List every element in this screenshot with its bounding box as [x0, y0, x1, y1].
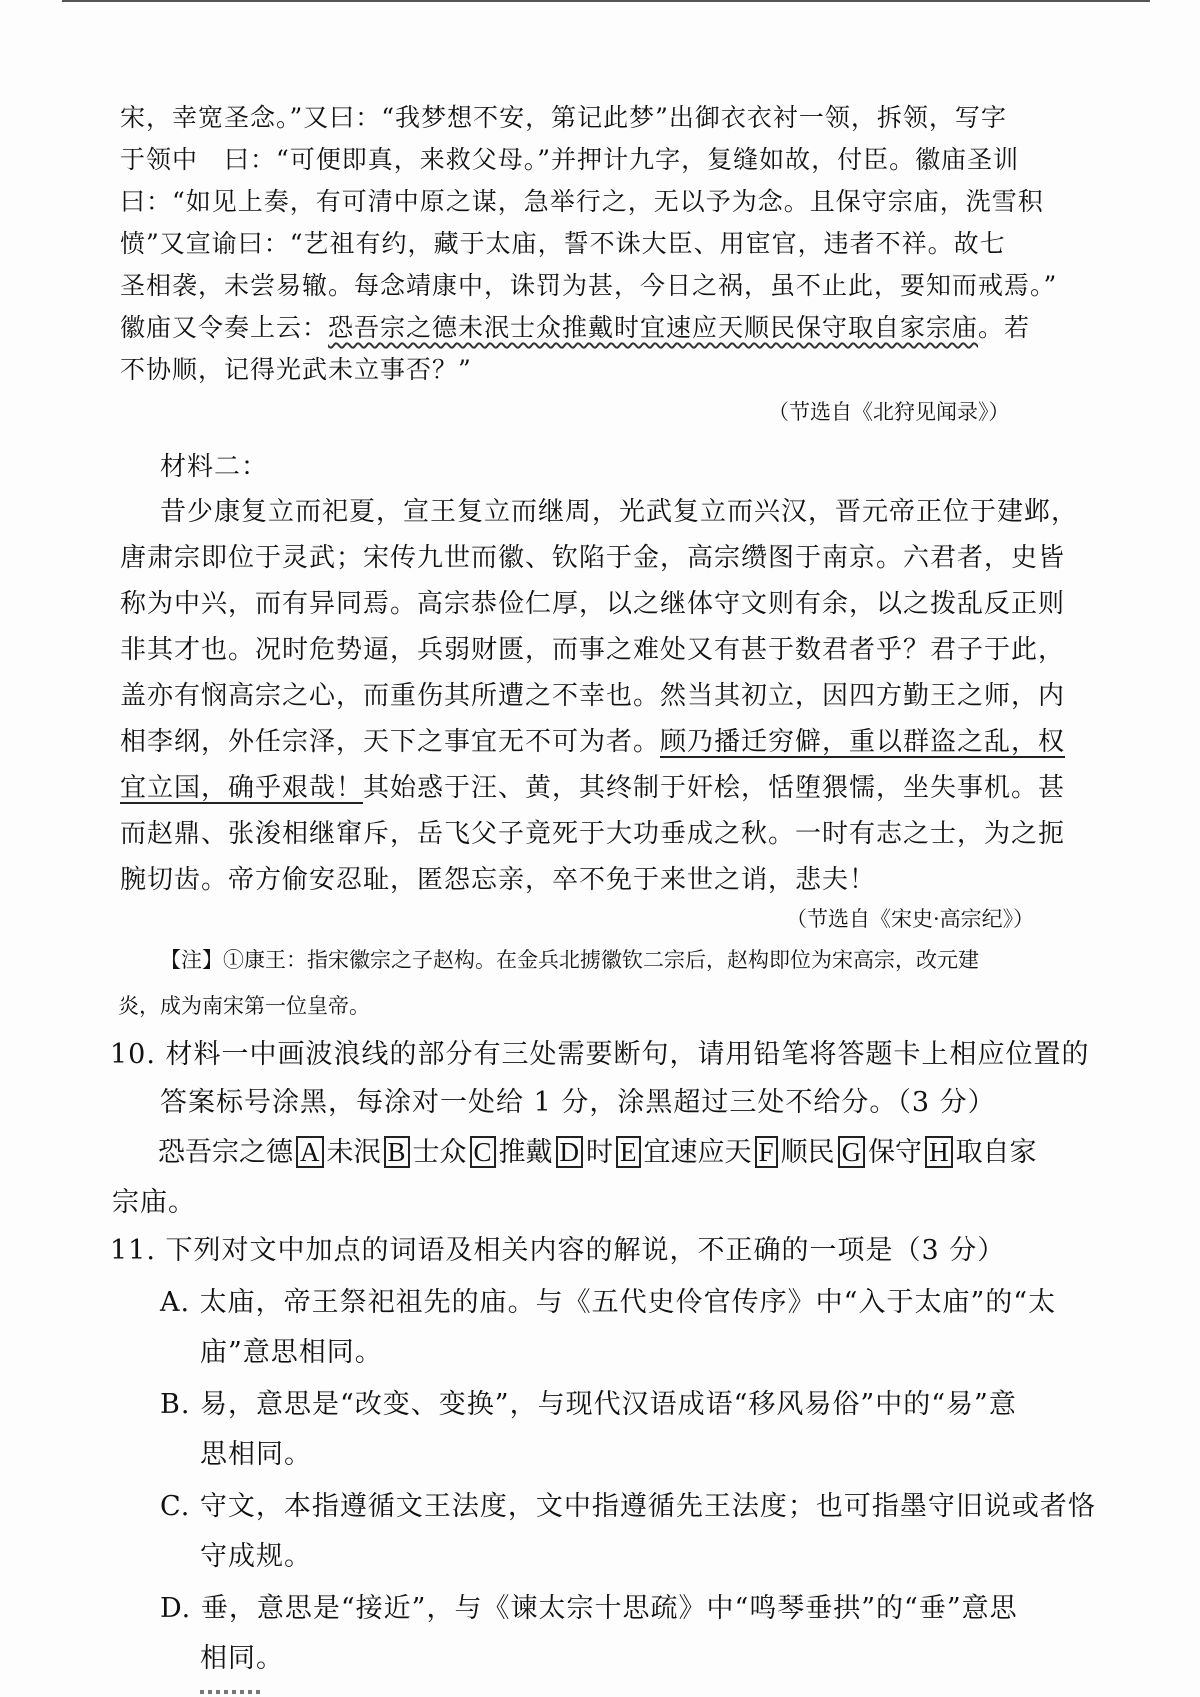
q11-option-C-line-2: 守成规。	[200, 1541, 312, 1572]
m2-line-5: 盖亦有悯高宗之心，而重伤其所遭之不幸也。然当其初立，因四方勤王之师，内	[120, 681, 1066, 711]
m2-line-7	[120, 767, 1065, 804]
q11-option-B-line-2: 思相同。	[200, 1439, 312, 1470]
q10-box-C[interactable]: C	[470, 1136, 496, 1168]
m2-line-4: 非其才也。况时危势逼，兵弱财匮，而事之难处又有甚于数君者乎？君子于此，	[120, 635, 1066, 665]
q10-box-A[interactable]: A	[296, 1136, 324, 1168]
q10-stem-line-1: 10. 材料一中画波浪线的部分有三处需要断句，请用铅笔将答题卡上相应位置的	[110, 1039, 1090, 1070]
m2-line-8: 而赵鼎、张浚相继窜斥，岳飞父子竟死于大功垂成之秋。一时有志之士，为之扼	[120, 819, 1066, 849]
m1-line-6-suffix: 。若	[978, 313, 1031, 342]
q10-box-H[interactable]: H	[925, 1136, 953, 1168]
m2-line-9: 腕切齿。帝方偷安忍耻，匿怨忘亲，卒不免于来世之诮，悲夫！	[120, 865, 877, 895]
q11-option-B-line-1: B. 易，意思是“改变、变换”，与现代汉语成语“移风易俗”中的“易”意	[160, 1389, 1017, 1420]
q11-option-C-line-1: C. 守文，本指遵循文王法度，文中指遵循先王法度；也可指墨守旧说或者恪	[160, 1491, 1096, 1522]
q10-box-F[interactable]: F	[755, 1136, 778, 1168]
m2-line-6-pre: 相李纲，外任宗泽，天下之事宜无不可为者。	[120, 727, 661, 757]
m1-line-2: 于领中 曰：“可便即真，来救父母。”并押计九字，复缝如故，付臣。徽庙圣训	[120, 145, 1020, 174]
underlined-sentence-part-2: 宜立国，确乎艰哉！	[120, 773, 364, 803]
q10-seg-2: 未泯	[326, 1137, 381, 1168]
m2-line-3: 称为中兴，而有异同焉。高宗恭俭仁厚，以之继体守文则有余，以之拨乱反正则	[120, 589, 1066, 619]
q11-stem: 11. 下列对文中加点的词语及相关内容的解说，不正确的一项是（3 分）	[110, 1235, 1006, 1266]
m2-line-6	[120, 721, 1065, 758]
q10-ending: 宗庙。	[112, 1187, 196, 1218]
note-line-2: 炎，成为南宋第一位皇帝。	[118, 994, 370, 1018]
q11-option-A-line-2: 庙”意思相同。	[200, 1337, 383, 1368]
m1-line-7: 不协顺，记得光武未立事否？”	[120, 355, 472, 384]
wavy-underlined-passage: 恐吾宗之德未泯士众推戴时宜速应天顺民保守取自家宗庙	[328, 313, 979, 342]
m1-line-1: 宋，幸宽圣念。”又曰：“我梦想不安，第记此梦”出御衣衣衬一领，拆领，写字	[120, 103, 1007, 132]
q10-stem-line-2: 答案标号涂黑，每涂对一处给 1 分，涂黑超过三处不给分。（3 分）	[160, 1087, 996, 1118]
q10-seg-3: 士众	[412, 1137, 467, 1168]
q10-seg-6: 宜速应天	[643, 1137, 752, 1168]
m1-line-4: 愤”又宣谕曰：“艺祖有约，藏于太庙，誓不诛大臣、用宦官，违者不祥。故七	[120, 229, 1006, 258]
m1-line-6-prefix: 徽庙又令奏上云：	[120, 313, 329, 342]
q11-option-A-line-1: A. 太庙，帝王祭祀祖先的庙。与《五代史伶官传序》中“入于太庙”的“太	[160, 1287, 1057, 1318]
q10-box-G[interactable]: G	[838, 1136, 866, 1168]
q10-seg-8: 保守	[868, 1137, 923, 1168]
q10-options	[158, 1130, 1037, 1169]
m1-line-3: 曰：“如见上奏，有可清中原之谋，急举行之，无以予为念。且保守宗庙，洗雪积	[120, 187, 1044, 216]
q10-seg-4: 推戴	[498, 1137, 553, 1168]
note-line-1: 【注】①康王：指宋徽宗之子赵构。在金兵北掳徽钦二宗后，赵构即位为宋高宗，改元建	[160, 948, 979, 972]
q10-seg-7: 顺民	[780, 1137, 835, 1168]
q10-box-D[interactable]: D	[556, 1136, 584, 1168]
underlined-sentence-part-1: 顾乃播迁穷僻，重以群盗之乱，权	[660, 727, 1066, 757]
q10-box-E[interactable]: E	[616, 1136, 641, 1168]
m1-source: （节选自《北狩见闻录》）	[768, 400, 1010, 424]
scan-artifact	[200, 1690, 260, 1694]
q11-option-D-line-1: D. 垂，意思是“接近”，与《谏太宗十思疏》中“鸣琴垂拱”的“垂”意思	[160, 1593, 1018, 1624]
q11-option-D-line-2: 相同。	[200, 1643, 284, 1674]
m2-heading: 材料二：	[160, 452, 269, 482]
m2-line-2: 唐肃宗即位于灵武；宋传九世而徽、钦陷于金，高宗缵图于南京。六君者，史皆	[120, 543, 1066, 573]
q10-seg-9: 取自家	[955, 1137, 1037, 1168]
m2-line-1: 昔少康复立而祀夏，宣王复立而继周，光武复立而兴汉，晋元帝正位于建邺，	[160, 497, 1079, 527]
q10-seg-1: 恐吾宗之德	[158, 1137, 293, 1168]
q10-box-B[interactable]: B	[384, 1136, 410, 1168]
m1-line-6	[120, 308, 1030, 344]
m1-line-5: 圣相袭，未尝易辙。每念靖康中，诛罚为甚，今日之祸，虽不止此，要知而戒焉。”	[120, 271, 1058, 300]
m2-line-7-post: 其始惑于汪、黄，其终制于奸桧，恬堕猥懦，坐失事机。甚	[363, 773, 1066, 803]
m2-source: （节选自《宋史·高宗纪》）	[786, 907, 1035, 931]
q10-seg-5: 时	[586, 1137, 614, 1168]
